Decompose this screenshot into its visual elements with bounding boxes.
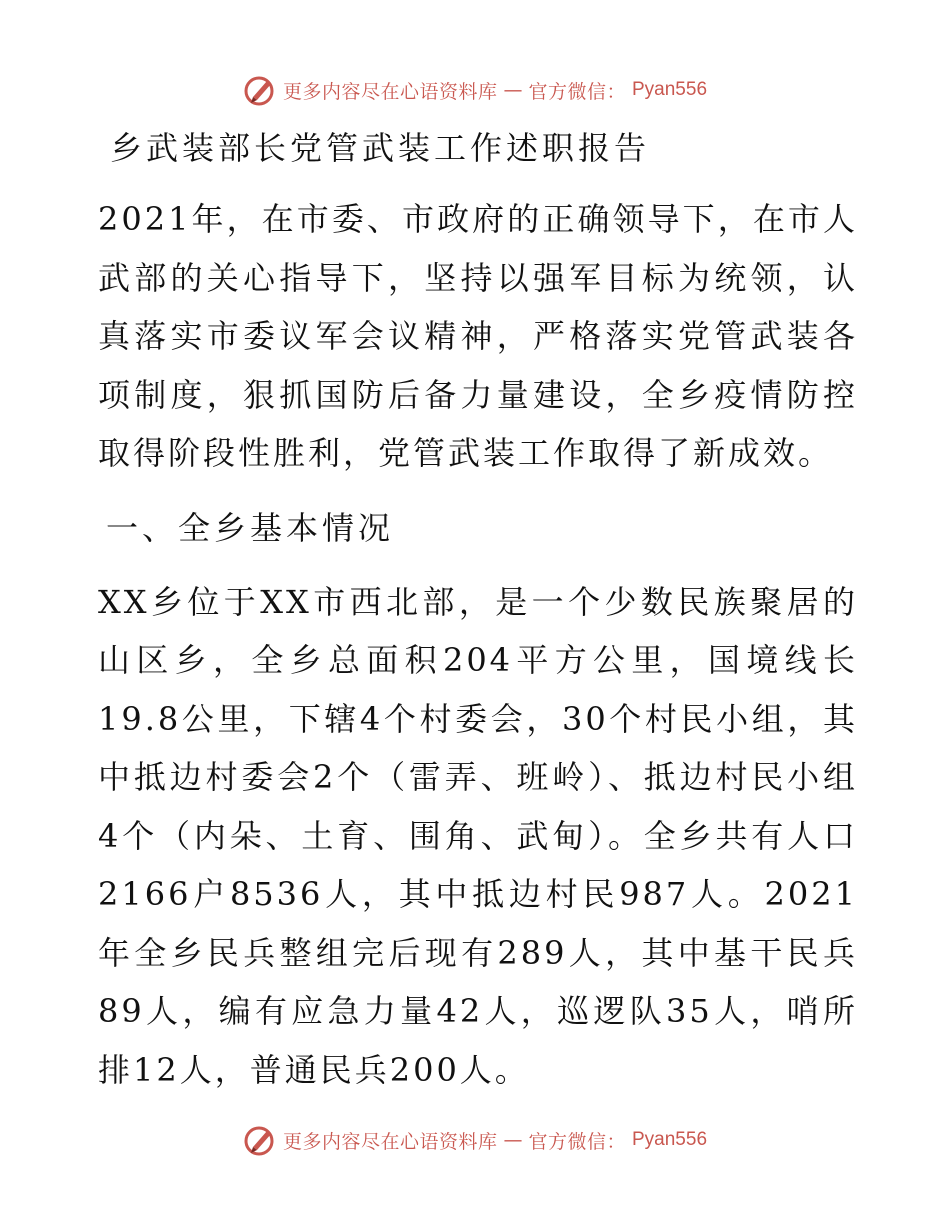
- section-heading: 一、全乡基本情况: [106, 508, 395, 547]
- footer-watermark: [0, 1120, 950, 1160]
- watermark-handle: Pyan556: [632, 1129, 708, 1150]
- document-body: [98, 120, 858, 1099]
- watermark-handle: Pyan556: [632, 79, 708, 100]
- header-watermark: [0, 70, 950, 110]
- paragraph-basic-info: XX乡位于XX市西北部，是一个少数民族聚居的山区乡，全乡总面积204平方公里，国境线长19.8公里，下辖4个村委会，30个村民小组，其中抵边村委会2个（雷弄、班岭）、抵边村民小组4个（内朵、土育、围角、武甸）。全乡共有人口2166户8536人，其中抵边村民987人。2021年全乡民兵整组完后现有289人，其中基干民兵89人，编有应急力量42人，巡逻队35人，哨所排12人，普通民兵200人。: [98, 582, 858, 1089]
- pen-logo-icon: [243, 73, 277, 107]
- paragraph-intro: 2021年，在市委、市政府的正确领导下，在市人武部的关心指导下，坚持以强军目标为统领，认真落实市委议军会议精神，严格落实党管武装各项制度，狠抓国防后备力量建设，全乡疫情防控取得阶段性胜利，党管武装工作取得了新成效。: [98, 200, 858, 472]
- watermark-label: 官方微信：: [528, 80, 626, 103]
- pen-logo-icon: [243, 1123, 277, 1157]
- watermark-separator: —: [503, 79, 523, 101]
- watermark-text: 更多内容尽在心语资料库: [282, 1130, 498, 1153]
- watermark-separator: —: [503, 1129, 523, 1151]
- watermark-text: 更多内容尽在心语资料库: [282, 80, 498, 103]
- document-title: 乡武装部长党管武装工作述职报告: [110, 129, 651, 167]
- watermark-label: 官方微信：: [528, 1130, 626, 1153]
